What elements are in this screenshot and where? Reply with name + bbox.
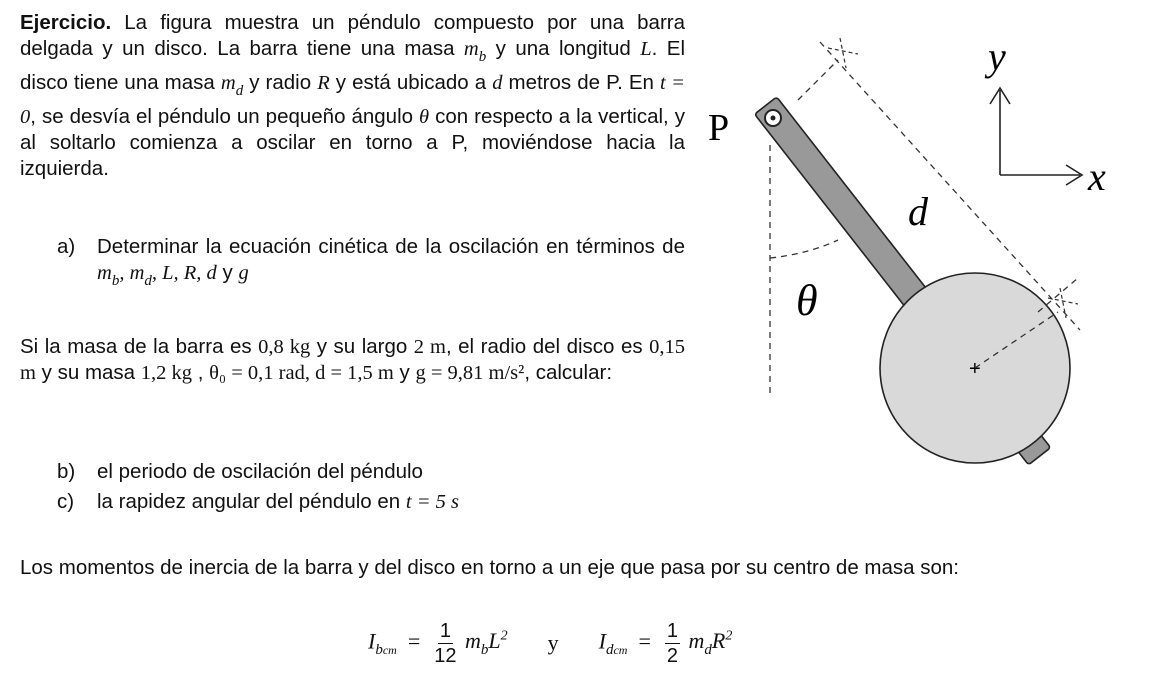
intro-text: y radio: [243, 71, 318, 94]
formula-sub-cm: cm: [382, 643, 397, 658]
intro-text: y una longitud: [486, 37, 641, 60]
math-theta: θ: [419, 106, 430, 128]
given-text: y: [393, 361, 416, 384]
angle-label: θ: [796, 276, 818, 325]
given-text: y su masa: [35, 361, 141, 384]
question-b: [57, 459, 657, 485]
inertia-formulas: [368, 608, 732, 678]
question-a-text: Determinar la ecuación cinética de la oscilación en términos de: [97, 235, 685, 258]
math-md: $m_d$: [220, 72, 244, 99]
given-text: , calcular:: [524, 361, 613, 384]
question-label: c): [57, 490, 75, 513]
formula-join: y: [547, 630, 559, 655]
fraction: [434, 619, 456, 668]
math-d: d: [492, 72, 503, 94]
fraction: [665, 619, 680, 668]
given-value: 0,15 m: [20, 336, 685, 384]
question-a: [57, 234, 685, 294]
formula-symbol: I: [368, 628, 376, 654]
inertia-statement: Los momentos de inercia de la barra y del disco en torno a un eje que pasa por su centro de masa son:: [20, 556, 960, 579]
formula-disk: $I_{dcm}$ = $\frac{1}{2}$ $m_dR^2$: [598, 619, 733, 667]
formula-sub-main: d: [605, 642, 614, 659]
question-c: [57, 489, 657, 515]
question-label: b): [57, 460, 76, 483]
question-text: [97, 489, 657, 515]
question-text: el periodo de oscilación del péndulo: [97, 460, 423, 483]
formula-sub-main: b: [375, 642, 383, 659]
given-value: g = 9,81 m/s²: [415, 362, 525, 384]
question-c-text: la rapidez angular del péndulo en: [97, 490, 406, 513]
given-value: 0,8 kg: [258, 336, 311, 358]
pendulum-diagram: [690, 30, 1150, 490]
intro-text: y está ubicado a: [329, 71, 493, 94]
given-text: ,: [192, 361, 210, 384]
problem-intro: [20, 10, 685, 182]
fraction-num: 1: [666, 619, 679, 642]
given-text: Si la masa de la barra es: [20, 335, 259, 358]
dimension-tick: [840, 38, 846, 68]
formula-sub-cm: cm: [613, 643, 628, 658]
intro-text: , se desvía el péndulo un pequeño ángulo: [30, 105, 420, 128]
formula-bar: $I_{bcm}$ = $\frac{1}{12}$ $m_bL^2$: [368, 619, 508, 667]
given-text: , el radio del disco es: [445, 335, 650, 358]
math-g: g: [238, 262, 249, 284]
intro-text: . El disco tiene una masa: [20, 37, 685, 94]
formula-sub: [375, 642, 397, 658]
x-axis-label: x: [1088, 154, 1106, 199]
fraction-num: 1: [439, 619, 451, 642]
fraction-den: 2: [666, 644, 679, 667]
pivot-dot: [771, 116, 776, 121]
conj: y: [216, 261, 239, 284]
formula-rhs: $m_dR^2$: [688, 628, 733, 659]
math-L: L: [640, 38, 652, 60]
math-vars: $m_b$, $m_d$, L, R, d: [97, 262, 217, 289]
pivot-label: P: [708, 107, 730, 149]
exercise-heading: Ejercicio.: [20, 11, 112, 34]
distance-label: d: [908, 189, 928, 234]
disk-center-mark: +: [969, 358, 981, 380]
question-text: [97, 234, 685, 294]
math-R: R: [317, 72, 330, 94]
dimension-ext-top: [798, 60, 838, 100]
math-t0: t = 0: [20, 72, 685, 128]
given-value: θ₀ = 0,1 rad, d = 1,5 m: [209, 362, 394, 384]
question-label: a): [57, 235, 76, 258]
formula-rhs: $m_bL^2$: [465, 628, 508, 659]
intro-text: metros de P. En: [502, 71, 660, 94]
formula-sub: [606, 642, 628, 658]
intro-text: con respecto a la vertical, y al soltarlo comienza a oscilar en torno a P, moviéndose hacia la izquierda.: [20, 105, 685, 180]
formula-symbol: I: [598, 628, 606, 654]
fraction-den: 12: [434, 644, 457, 667]
given-value: 2 m: [413, 336, 446, 358]
given-value: 1,2 kg: [140, 362, 193, 384]
math-mb: $m_b$: [463, 38, 487, 65]
given-data: [20, 334, 685, 386]
math-t5: t = 5 s: [405, 491, 460, 513]
given-text: y su largo: [310, 335, 414, 358]
angle-arc: [770, 240, 838, 258]
y-axis-label: y: [988, 34, 1006, 79]
intro-text: La figura muestra un péndulo compuesto por una barra delgada y un disco. La barra tiene una masa: [20, 11, 685, 60]
